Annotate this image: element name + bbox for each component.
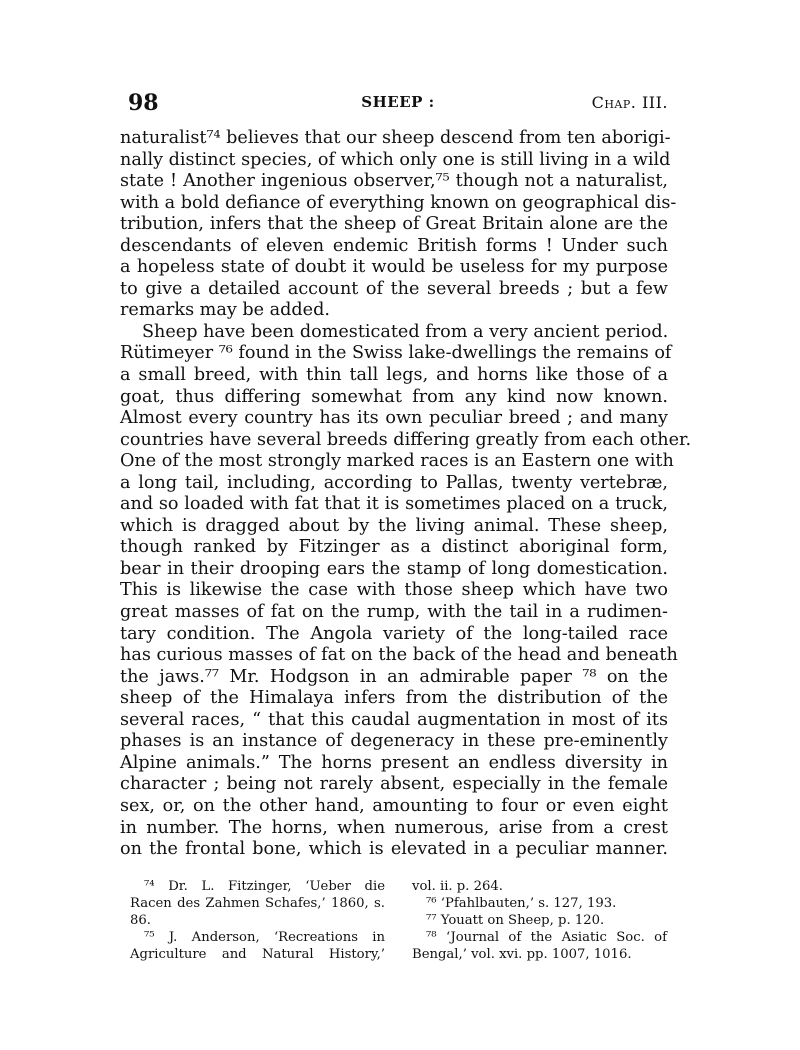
footnotes bbox=[130, 878, 670, 963]
text-line: phases is an instance of degeneracy in these pre-eminently bbox=[120, 731, 668, 752]
footnote-line: ⁷⁸ ‘Journal of the Asiatic Soc. of bbox=[426, 930, 667, 945]
text-line: countries have several breeds differing greatly from each other. bbox=[120, 429, 692, 450]
running-title: SHEEP : bbox=[361, 93, 435, 111]
text-line: state ! Another ingenious observer,⁷⁵ though not a naturalist, bbox=[120, 171, 668, 192]
text-line: several races, “ that this caudal augmentation in most of its bbox=[120, 709, 668, 730]
text-line: nally distinct species, of which only one is still living in a wild bbox=[120, 149, 671, 170]
text-line: This is likewise the case with those sheep which have two bbox=[120, 580, 668, 601]
footnote-line: ⁷⁵ J. Anderson, ‘Recreations in bbox=[144, 930, 385, 945]
footnotes-left-column bbox=[130, 878, 385, 963]
footnote-line: Bengal,’ vol. xvi. pp. 1007, 1016. bbox=[412, 947, 632, 962]
footnote-line: ⁷⁶ ‘Pfahlbauten,’ s. 127, 193. bbox=[426, 896, 617, 911]
text-line: naturalist⁷⁴ believes that our sheep descend from ten aborigi- bbox=[120, 128, 671, 148]
footnote-line: ⁷⁴ Dr. L. Fitzinger, ‘Ueber die bbox=[144, 879, 385, 894]
text-line: the jaws.⁷⁷ Mr. Hodgson in an admirable paper ⁷⁸ on the bbox=[120, 666, 668, 687]
text-line: to give a detailed account of the several breeds ; but a few bbox=[120, 278, 668, 299]
text-line: Alpine animals.” The horns present an endless diversity in bbox=[120, 752, 668, 773]
text-line: and so loaded with fat that it is sometimes placed on a truck, bbox=[120, 494, 668, 515]
text-line: Almost every country has its own peculiar breed ; and many bbox=[120, 408, 668, 429]
text-line: remarks may be added. bbox=[120, 300, 330, 321]
text-line: descendants of eleven endemic British forms ! Under such bbox=[120, 235, 668, 256]
footnote-line: Racen des Zahmen Schafes,’ 1860, s. bbox=[130, 896, 385, 911]
text-line: a hopeless state of doubt it would be useless for my purpose bbox=[120, 257, 668, 278]
text-line: a long tail, including, according to Pallas, twenty vertebræ, bbox=[120, 472, 668, 493]
footnotes-right-column bbox=[412, 878, 667, 963]
text-line: character ; being not rarely absent, especially in the female bbox=[120, 774, 668, 795]
text-line: a small breed, with thin tall legs, and horns like those of a bbox=[120, 365, 668, 386]
footnote-line: 86. bbox=[130, 913, 151, 928]
text-line: on the frontal bone, which is elevated in a peculiar manner. bbox=[120, 839, 668, 860]
chapter-label: Chap. III. bbox=[591, 93, 668, 112]
body-text bbox=[120, 128, 692, 861]
text-line: which is dragged about by the living animal. These sheep, bbox=[120, 515, 668, 536]
text-line: bear in their drooping ears the stamp of long domestication. bbox=[120, 558, 668, 579]
page-number: 98 bbox=[128, 90, 159, 116]
text-line: has curious masses of fat on the back of the head and beneath bbox=[120, 645, 678, 666]
text-line: though ranked by Fitzinger as a distinct aboriginal form, bbox=[120, 537, 668, 558]
text-line: Rütimeyer ⁷⁶ found in the Swiss lake-dwellings the remains of bbox=[120, 343, 672, 364]
footnote-line: Agriculture and Natural History,’ bbox=[130, 947, 385, 962]
paragraph-start-line: Sheep have been domesticated from a very ancient period. bbox=[142, 321, 669, 342]
text-line: goat, thus differing somewhat from any kind now known. bbox=[120, 386, 668, 407]
footnote-line: vol. ii. p. 264. bbox=[412, 879, 503, 894]
text-line: with a bold defiance of everything known on geographical dis- bbox=[120, 192, 677, 213]
footnote-line: ⁷⁷ Youatt on Sheep, p. 120. bbox=[426, 913, 605, 928]
text-line: sheep of the Himalaya infers from the distribution of the bbox=[120, 688, 668, 709]
text-line: in number. The horns, when numerous, arise from a crest bbox=[120, 817, 668, 838]
text-line: tribution, infers that the sheep of Great Britain alone are the bbox=[120, 214, 668, 235]
text-line: One of the most strongly marked races is an Eastern one with bbox=[120, 451, 674, 472]
text-line: sex, or, on the other hand, amounting to four or even eight bbox=[120, 795, 668, 816]
text-line: tary condition. The Angola variety of the long-tailed race bbox=[120, 623, 668, 644]
page-header bbox=[128, 90, 668, 120]
text-line: great masses of fat on the rump, with the tail in a rudimen- bbox=[120, 602, 668, 623]
